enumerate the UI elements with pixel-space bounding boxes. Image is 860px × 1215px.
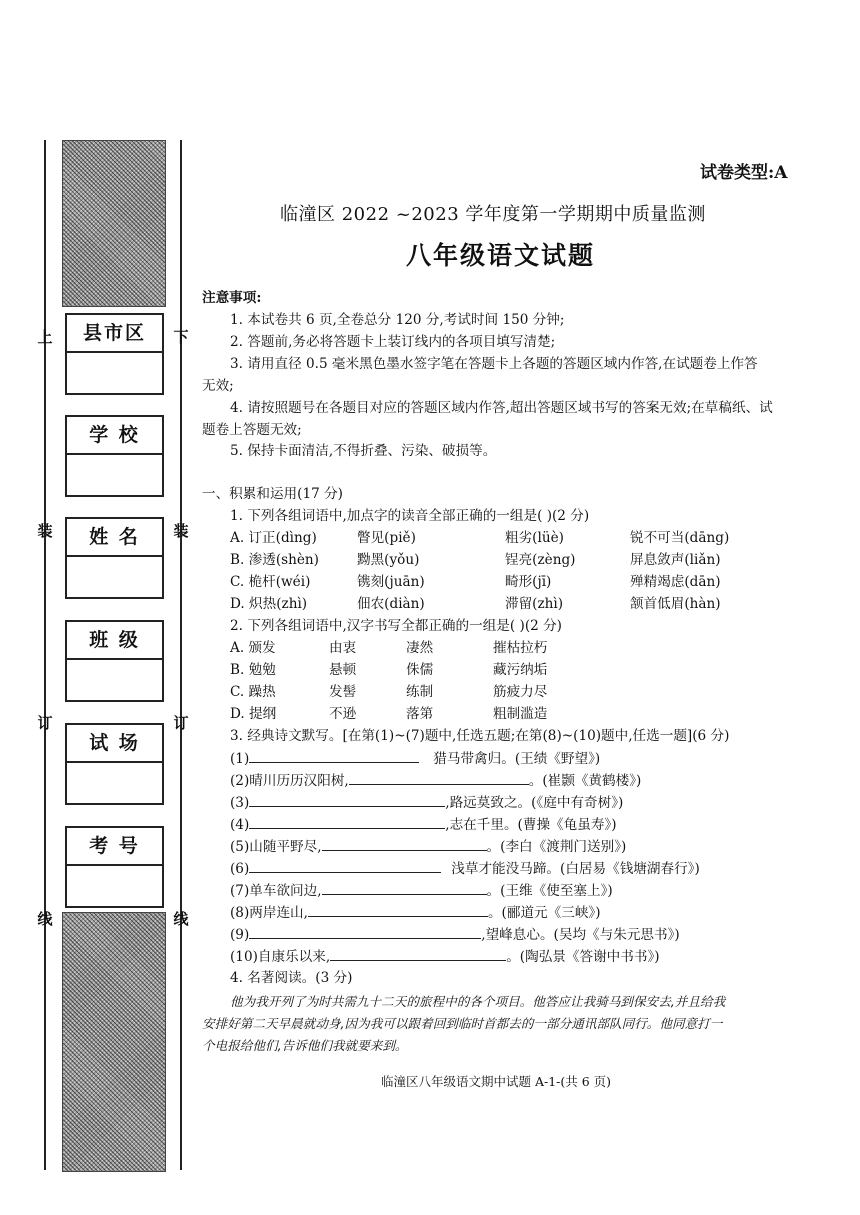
notice-item: 4. 请按照题号在各题目对应的答题区域内作答,超出答题区域书写的答案无效;在草稿纸、试 [230, 400, 773, 416]
passage-line: 安排好第二天早晨就动身,因为我可以跟着回到临时首都去的一部分通讯部队同行。他同意打一 [202, 1016, 723, 1031]
passage-line: 他为我开列了为时共需九十二天的旅程中的各个项目。他答应让我骑马到保安去,并且给我 [230, 994, 726, 1009]
binding-mark: 下 [173, 328, 189, 346]
page-title: 八年级语文试题 [406, 241, 596, 270]
notice-item: 3. 请用直径 0.5 毫米黑色墨水签字笔在答题卡上各题的答题区域内作答,在试题卷上作答 [230, 356, 758, 372]
option-cell: 镌刻(juān) [357, 574, 425, 590]
option-cell: 颔首低眉(hàn) [630, 596, 721, 612]
recite-prefix: (2)晴川历历汉阳树, [230, 773, 349, 789]
question-stem: 2. 下列各组词语中,汉字书写全都正确的一组是( )(2 分) [230, 618, 562, 634]
field-label: 考 号 [67, 828, 162, 866]
recite-prefix: (5)山随平野尽, [230, 839, 322, 855]
recite-suffix: 。(王维《使至塞上》) [486, 883, 613, 899]
passage-line: 个电报给他们,告诉他们我就要来到。 [202, 1038, 408, 1053]
question-stem: 1. 下列各组词语中,加点字的读音全部正确的一组是( )(2 分) [230, 508, 590, 524]
option-cell: B. 勉勉 [230, 662, 276, 678]
recite-line [230, 837, 626, 856]
answer-blank[interactable] [330, 947, 506, 961]
binding-mark: 装 [173, 522, 189, 540]
option-cell: 佃农(diàn) [357, 596, 425, 612]
hatch-block-top [62, 140, 166, 307]
option-cell: 摧枯拉朽 [493, 640, 548, 656]
binding-mark: 装 [37, 522, 53, 540]
option-cell: 粗劣(lüè) [505, 530, 564, 546]
recite-line [230, 771, 641, 790]
hatch-block-bottom [62, 912, 166, 1172]
recite-prefix: (4) [230, 817, 250, 833]
field-label: 试 场 [67, 725, 162, 763]
option-cell: D. 提纲 [230, 706, 277, 722]
option-cell: 藏污纳垢 [493, 662, 548, 678]
class-field[interactable] [65, 620, 164, 702]
question-stem: 4. 名著阅读。(3 分) [230, 970, 353, 986]
option-cell: 锃亮(zèng) [505, 552, 576, 568]
recite-suffix: 猎马带禽归。(王绩《野望》) [433, 751, 601, 767]
notice-heading: 注意事项: [202, 290, 262, 306]
binding-line-right [180, 140, 182, 1170]
recite-prefix: (1) [230, 751, 250, 767]
recite-suffix: ,志在千里。(曹操《龟虽寿》) [445, 817, 617, 833]
county-field[interactable] [65, 313, 164, 395]
paper-type: 试卷类型:A [700, 163, 788, 183]
recite-prefix: (3) [230, 795, 250, 811]
field-label: 班 级 [67, 622, 162, 660]
option-cell: D. 炽热(zhì) [230, 596, 308, 612]
recite-prefix: (6) [230, 861, 250, 877]
school-field[interactable] [65, 415, 164, 497]
option-cell: 瞥见(piě) [357, 530, 416, 546]
option-cell: 锐不可当(dāng) [630, 530, 730, 546]
answer-blank[interactable] [322, 881, 487, 895]
notice-item: 无效; [202, 378, 234, 394]
recite-prefix: (8)两岸连山, [230, 905, 308, 921]
option-cell: 练制 [406, 684, 434, 700]
recite-prefix: (9) [230, 927, 250, 943]
recite-line [230, 947, 660, 966]
answer-blank[interactable] [249, 815, 445, 829]
binding-mark: 上 [37, 328, 53, 346]
option-cell: 粗制滥造 [493, 706, 548, 722]
recite-suffix: 浅草才能没马蹄。(白居易《钱塘湖春行》) [451, 861, 700, 877]
recite-suffix: 。(陶弘景《答谢中书书》) [506, 949, 660, 965]
recite-line [230, 859, 700, 878]
option-cell: 悬顿 [329, 662, 357, 678]
option-cell: 滞留(zhì) [505, 596, 564, 612]
answer-blank[interactable] [249, 925, 481, 939]
recite-suffix: 。(崔颢《黄鹤楼》) [528, 773, 642, 789]
exam-number-field[interactable] [65, 826, 164, 908]
binding-mark: 订 [37, 714, 53, 732]
answer-blank[interactable] [249, 793, 445, 807]
field-label: 县市区 [67, 315, 162, 353]
recite-line [230, 925, 680, 944]
notice-item: 1. 本试卷共 6 页,全卷总分 120 分,考试时间 150 分钟; [230, 312, 565, 328]
answer-blank[interactable] [308, 903, 488, 917]
option-cell: 黝黑(yǒu) [357, 552, 420, 568]
recite-suffix: 。(李白《渡荆门送别》) [486, 839, 627, 855]
recite-prefix: (7)单车欲问边, [230, 883, 322, 899]
option-cell: 屏息敛声(liǎn) [630, 552, 721, 568]
room-field[interactable] [65, 723, 164, 805]
option-cell: 发髻 [329, 684, 357, 700]
notice-item: 2. 答题前,务必将答题卡上装订线内的各项目填写清楚; [230, 334, 556, 350]
option-cell: A. 订正(dìng) [230, 530, 317, 546]
recite-line [230, 903, 601, 922]
option-cell: 侏儒 [406, 662, 434, 678]
binding-line-left [44, 140, 46, 1170]
option-cell: 由衷 [329, 640, 357, 656]
field-label: 姓 名 [67, 519, 162, 557]
name-field[interactable] [65, 517, 164, 599]
option-cell: 畸形(jī) [505, 574, 552, 590]
option-cell: 不逊 [329, 706, 357, 722]
exam-subtitle: 临潼区 2022 ~2023 学年度第一学期期中质量监测 [280, 204, 706, 225]
answer-blank[interactable] [349, 771, 529, 785]
recite-suffix: ,路远莫致之。(《庭中有奇树》) [445, 795, 624, 811]
binding-mark: 线 [37, 910, 53, 928]
recite-prefix: (10)自康乐以来, [230, 949, 331, 965]
recite-line [230, 749, 600, 768]
field-label: 学 校 [67, 417, 162, 455]
notice-item: 题卷上答题无效; [202, 422, 302, 438]
option-cell: 凄然 [406, 640, 434, 656]
notice-item: 5. 保持卡面清洁,不得折叠、污染、破损等。 [230, 443, 497, 459]
section-heading: 一、积累和运用(17 分) [202, 486, 343, 502]
recite-line [230, 793, 623, 812]
binding-mark: 线 [173, 910, 189, 928]
option-cell: A. 颁发 [230, 640, 276, 656]
option-cell: C. 桅杆(wéi) [230, 574, 311, 590]
recite-suffix: ,望峰息心。(吴均《与朱元思书》) [481, 927, 680, 943]
recite-suffix: 。(郦道元《三峡》) [487, 905, 601, 921]
recite-line [230, 815, 617, 834]
option-cell: 筋疲力尽 [493, 684, 548, 700]
recite-line [230, 881, 613, 900]
answer-blank[interactable] [249, 859, 441, 873]
page-footer: 临潼区八年级语文期中试题 A-1-(共 6 页) [381, 1074, 612, 1089]
answer-blank[interactable] [322, 837, 487, 851]
option-cell: 落第 [406, 706, 434, 722]
answer-blank[interactable] [249, 749, 419, 763]
option-cell: 殚精竭虑(dān) [630, 574, 721, 590]
question-stem: 3. 经典诗文默写。[在第(1)~(7)题中,任选五题;在第(8)~(10)题中,任选一题](6 分) [230, 728, 730, 744]
binding-mark: 订 [173, 714, 189, 732]
option-cell: C. 躁热 [230, 684, 276, 700]
option-cell: B. 渗透(shèn) [230, 552, 319, 568]
